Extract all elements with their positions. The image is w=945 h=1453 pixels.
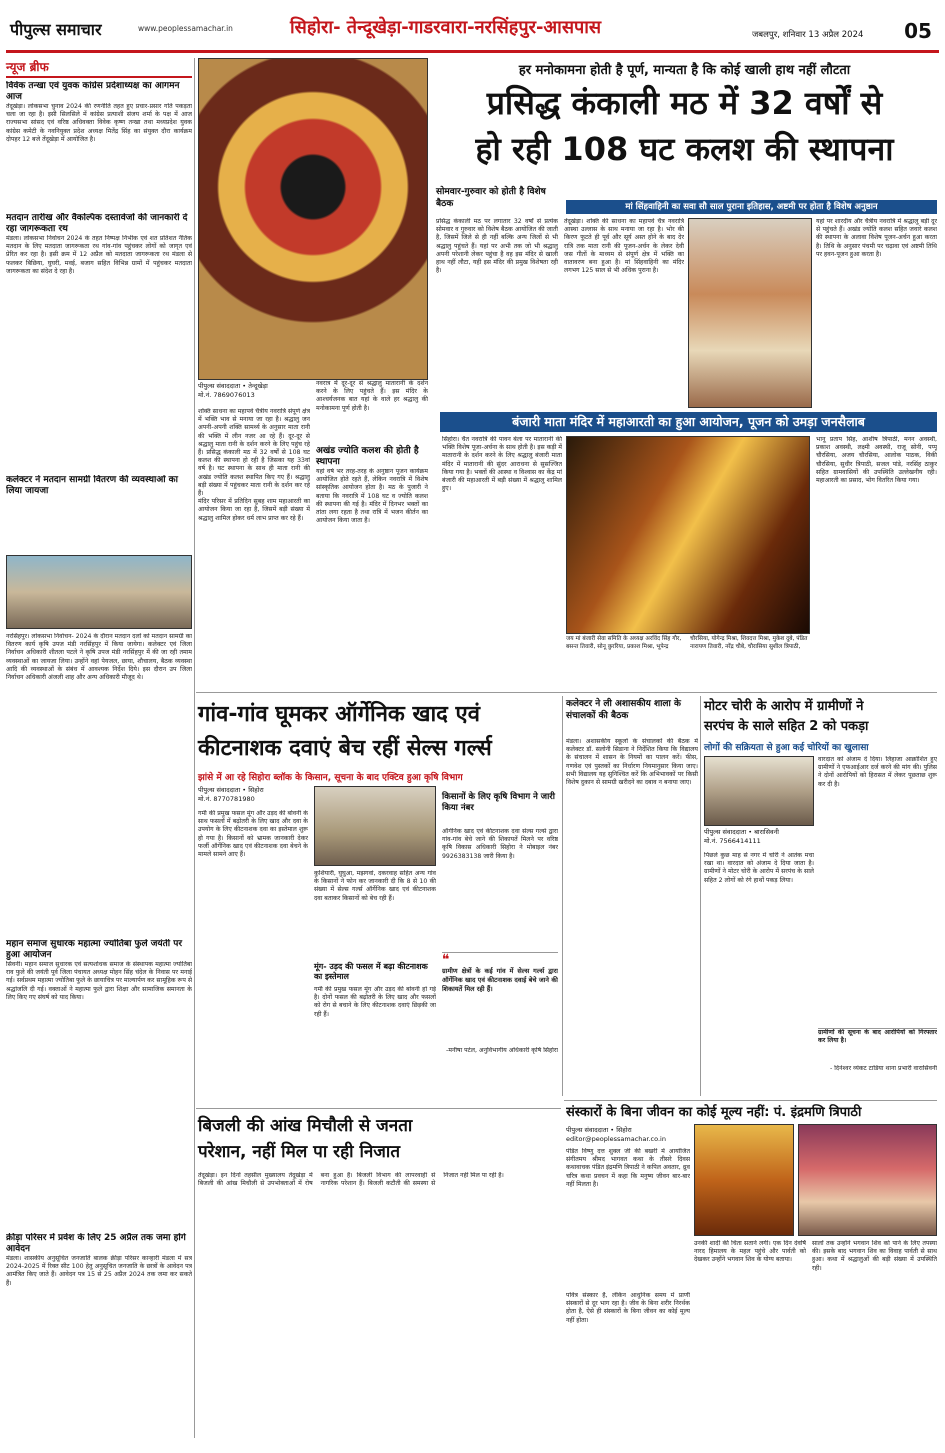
- sanskar-headline: संस्कारों के बिना जीवन का कोई मूल्य नहीं: पं. इंद्रमणि त्रिपाठी: [566, 1105, 862, 1120]
- motor-headline-line2: सरपंच के साले सहित 2 को पकड़ा: [704, 719, 869, 734]
- lead-paragraph: मंदिर परिसर में प्रतिदिन सुबह शाम महाआरती का आयोजन किया जा रहा है, जिसमें बड़ी संख्या में श्रद्धालु शामिल होकर धर्म लाभ प्राप्त कर रहे हैं।: [198, 498, 310, 522]
- credit-place: तेन्दूखेड़ा: [248, 382, 268, 390]
- sanskar-body-a: पंडित विष्णु दत्त शुक्ल जी की बखरी में आयोजित संगीतमय श्रीमद भागवत कथा के तीसरे दिवस कथावाचक पंडित इंद्रमणि त्रिपाठी ने कपिल अवतार, ध्रुव चरित्र कथा प्रवचन में कहा कि मनुष्य जीवन बार-बार नहीं मिलता है।: [566, 1148, 690, 1188]
- lead-subhead: सोमवार-गुरुवार को होती है विशेष बैठक: [436, 187, 546, 209]
- quote-icon: ❝: [442, 952, 450, 968]
- brief-item: [6, 1233, 192, 1453]
- section-rule: [564, 1100, 937, 1101]
- brief-headline: कलेक्टर ने मतदान सामग्री वितरण की व्यवस्थाओं का लिया जायजा: [6, 475, 178, 496]
- sinhvahini-temple-photo: [688, 218, 812, 408]
- brief-photo: [6, 555, 192, 629]
- temple-photo: [198, 58, 428, 380]
- organic-headline-line1: गांव-गांव घूमकर ऑर्गेनिक खाद एवं: [198, 702, 480, 727]
- akhand-jyoti-subhead: अखंड ज्योति कलश की होती है स्थापना: [316, 446, 419, 467]
- audience-photo: [798, 1124, 937, 1236]
- banjari-caption-b: चौरसिया, योगेन्द्र मिश्रा, शिवदत्त मिश्रा, मुकेश दुबे, पंडित नारायण तिवारी, नरेंद्र चौबे, चौरासिया सुशील त्रिपाठी,: [690, 636, 808, 650]
- site-url[interactable]: www.peoplessamachar.in: [138, 24, 233, 33]
- brief-item: [6, 81, 192, 209]
- credit-name: पीपुल्स संवाददाता: [198, 786, 241, 794]
- temple-photo-credit: पीपुल्स संवाददाता • तेन्दूखेड़ा मो.नं. 7869076013: [198, 382, 428, 400]
- brief-body: तेंदूखेड़ा। लोकसभा चुनाव 2024 की रणनीति तहत हुए प्रचार-प्रसार गति पकड़ता चला जा रहा है। इसी सिलसिले में कांग्रेस प्रत्याशी संजय शर्मा के पक्ष में आज राज्यसभा सांसद एवं वरिष्ठ अधिवक्ता विवेक कृष्ण तन्खा तथा मध्यप्रदेश युवक कांग्रेस कमेटी के नवनियुक्त प्रदेश अध्यक्ष मितेंद्र सिंह का संयुक्त दौरा कार्यक्रम दोपहर 12 बजे तेंदूखेड़ा में आयोजित है।: [6, 103, 192, 143]
- credit-place: सिहोरा: [248, 786, 264, 794]
- credit-email[interactable]: editor@peoplessamachar.co.in: [566, 1135, 666, 1143]
- brand-logo: पीपुल्स समाचार: [10, 20, 102, 39]
- lead-body-a: प्रसिद्ध कंकाली मठ पर लगातार 32 वर्षों से प्रत्येक सोमवार व गुरुवार को विशेष बैठक आयोजित की जाती है, जिसमें जिले से ही नहीं बल्कि अन्य जिलों से भी श्रद्धालु पहुंचते हैं। यहां पर अभी तक जो भी श्रद्धालु अपनी परेशानी लेकर पहुंचा है वह इस मंदिर से खाली हाथ नहीं लौटा, यही इस मंदिर की प्रमुख विशेषता रही है।: [436, 218, 558, 275]
- brief-headline: क्रीड़ा परिसर में प्रवेश के लिए 25 अप्रैल तक जमा होंगे आवेदन: [6, 1233, 186, 1254]
- column-rule: [194, 58, 195, 1438]
- organic-signoff: -मनीषा पटेल, अनुविभागीय अधिकारी कृषि सिहोरा: [446, 1047, 558, 1054]
- credit-name: पीपुल्स संवाददाता: [566, 1126, 609, 1134]
- bijli-body: तेंदूखेड़ा। इन दिनों तहसील मुख्यालय तेंदूखेड़ा में बिजली की आंख मिचौली से उपभोक्ताओं में रोष बना हुआ है। बिजली विभाग की लापरवाही से नागरिक परेशान हैं। बिजली कटौती की समस्या से निजात नहीं मिल पा रही है।: [198, 1172, 504, 1188]
- section-rule: [196, 1108, 561, 1109]
- lead-body-c: यहां पर शारदीय और चैत्रीय नवरात्रि में श्रद्धालु बड़ी दूर से पहुंचते हैं। अखंड ज्योति कलश सहित जवारे कलश की स्थापना के अलावा विशेष पूजन-अर्चन हुआ करता है। तिथि के अनुसार पंचमी पर चढ़ावा एवं अष्टमी तिथि पर हवन-पूजन हुआ करता है।: [816, 218, 937, 258]
- banjari-caption-a: जय मां बंजारी सेवा समिति के अध्यक्ष अरविंद सिंह गौर, बसन्त तिवारी, सोनू कुररिया, प्रकाश मिश्रा, भूपेन्द्र: [566, 636, 682, 650]
- dateline: जबलपुर, शनिवार 13 अप्रैल 2024: [752, 30, 864, 40]
- bijli-headline-line1: बिजली की आंख मिचौली से जनता: [198, 1116, 413, 1136]
- organic-helpline-head: किसानों के लिए कृषि विभाग ने जारी किया नंबर: [442, 792, 555, 813]
- news-brief-label: न्यूज ब्रीफ: [6, 58, 192, 78]
- credit-place: सिहोरा: [616, 1126, 632, 1134]
- lead-body-b: तेंदूखेड़ा। शक्ति की साधना का महापर्व चैत्र नवरात्रि आस्था उल्लास के साथ मनाया जा रहा है। भोर की किरण फूटते ही पूर्व और सूर्य अस्त होने के बाद देर रात्रि तक माता रानी की पूजन-अर्चन के लेकर देवी जस गीतों के माध्यम से संपूर्ण क्षेत्र में भक्ति का वातावरण बना हुआ है। मां सिंहवाहिनी का मंदिर लगभग 125 साल से भी अधिक पुराना है।: [564, 218, 684, 275]
- bijli-headline-line2: परेशान, नहीं मिल पा रही निजात: [198, 1142, 401, 1162]
- credit-place: बारासिवनी: [754, 828, 779, 836]
- page-number: 05: [904, 19, 932, 43]
- collector-headline: कलेक्टर ने ली अशासकीय शाला के संचालकों की बैठक: [566, 699, 681, 721]
- brief-body: नरसिंहपुर। लोकसभा निर्वाचन- 2024 के दौरान मतदान दलों को मतदान सामग्री का वितरण कार्य कृषि उपज मंडी नरसिंहपुर में किया जायेगा। कलेक्टर एवं जिला निर्वाचन अधिकारी शीतला पटले ने कृषि उपज मंडी नरसिंहपुर में की जा रही तमाम व्यवस्थाओं का जायजा लिया। उन्होंने वहां पेयजल, छाया, शौचालय, बैठक व्यवस्था आदि की व्यवस्थाओं के संबंध में आवश्यक निर्देश दिये। इस दौरान उप जिला निर्वाचन अधिकारी अंजली शाह और अन्य अधिकारी मौजूद थे।: [6, 633, 192, 682]
- lead-kicker: हर मनोकामना होती है पूर्ण, मान्यता है कि कोई खाली हाथ नहीं लौटता: [518, 63, 851, 78]
- banjari-aarti-photo: [566, 436, 810, 634]
- lead-headline-line1: प्रसिद्ध कंकाली मठ में 32 वर्षों से: [486, 84, 883, 122]
- section-title: सिहोरा- तेन्दूखेड़ा-गाडरवारा-नरसिंहपुर-आसपास: [290, 17, 602, 38]
- organic-credit: पीपुल्स संवाददाता • सिहोरा मो.नं. 8770781980: [198, 786, 308, 804]
- organic-quote-box: [442, 952, 558, 1102]
- brief-item: [6, 475, 192, 553]
- masthead: [6, 4, 939, 50]
- akhand-jyoti-section: [316, 446, 428, 688]
- brief-body: मंडला। लोकसभा निर्वाचन 2024 के तहत निष्पक्ष निर्भीक एवं शत प्रतिशत नैतिक मतदान के लिए मतदाता जागरूकता रथ गांव-गांव पहुंचकर लोगों को जागृत एवं प्रेरित कर रहा है। इसी क्रम में 12 अप्रैल को मतदाता जागरूकता रथ मंडला से फलकर बिछिया, घुघरी, मवई, बजाग सहित विभिन्न ग्रामों में पहुंचकर मतदाता जागरूकता का संदेश दे रहा है।: [6, 235, 192, 275]
- lead-paragraph: शक्ति साधना का महापर्व चैत्रीय नवरात्रि संपूर्ण क्षेत्र में भक्ति भाव से मनाया जा रहा है। श्रद्धालु जन अपनी-अपनी शक्ति सामर्थ्य के अनुसार माता रानी की भक्ति में लीन नजर आ रहे हैं। दूर-दूर से श्रद्धालु माता रानी के दर्शन करने के लिए पहुंच रहे हैं। प्रसिद्ध कंकाली मठ में 32 वर्षों से 108 घट कलश की स्थापना हो रही है जिसका यह 33वां वर्ष है। घट स्थापना के साथ ही माता रानी की अखंड ज्योति कलश स्थापित किए गए हैं। श्रद्धालु बड़ी संख्या में पहुंचकर माता रानी के दर्शन कर रहे हैं।: [198, 408, 310, 498]
- organic-body-b: कुशियारी, घुघुआ, मझगवां, दकरवाह सहित अन्य गांव के किसानों ने फोन कर जानकारी दी कि 8 से 10 की संख्या में सेल्स गर्ल्स ऑर्गेनिक खाद एवं कीटनाशक दवा बताकर किसानों को बेच रही हैं।: [314, 870, 436, 902]
- lead-story-body-col2: नवरात्र में दूर-दूर से श्रद्धालु मातारानी के दर्शन करने के लिए पहुंचते हैं। इस मंदिर के आश्चर्यजनक बात यहां के वाले हर श्रद्धालु की मनोकामना पूर्ण होती है।: [316, 380, 428, 412]
- organic-headline-line2: कीटनाशक दवाएं बेच रहीं सेल्स गर्ल्स: [198, 736, 492, 761]
- motor-subhead: लोगों की सक्रियता से हुआ कई चोरियों का खुलासा: [704, 743, 869, 753]
- organic-quote: ग्रामीण क्षेत्रों के कई गांव में सेल्स गर्ल्स द्वारा ऑर्गेनिक खाद एवं कीटनाशक दवाई बेचे जाने की शिकायतें मिल रही हैं।: [442, 967, 558, 993]
- brief-item: [6, 213, 192, 473]
- lead-headline-line2: हो रही 108 घट कलश की स्थापना: [475, 130, 894, 168]
- brief-headline: महान समाज सुधारक महात्मा ज्योतिबा फुले जयंती पर हुआ आयोजन: [6, 939, 182, 960]
- kathavachak-photo: [694, 1124, 794, 1236]
- masthead-rule: [6, 50, 939, 53]
- column-rule: [700, 696, 701, 1096]
- motor-body-a: पिछले कुछ माह से नगर में चोरी ने आतंक मचा रखा था। वारदात को अंजाम दे दिया जाता है। ग्रामीणों ने मोटर चोरी के आरोप में सरपंच के साले सहित 2 लोगों को रंगे हाथों पकड़ लिया।: [704, 852, 814, 884]
- motor-quote-box: [818, 1028, 937, 1096]
- motor-credit: पीपुल्स संवाददाता • बारासिवनी मो.नं. 7566414111: [704, 828, 814, 846]
- column-rule: [562, 696, 563, 1096]
- sanskar-credit: पीपुल्स संवाददाता • सिहोरा editor@peoplessamachar.co.in: [566, 1126, 690, 1144]
- motor-theft-photo: [704, 756, 814, 826]
- motor-quote: ग्रामीणों की सूचना के बाद आरोपियों को गिरफ्तार कर लिया है।: [818, 1029, 937, 1045]
- sanskar-body-c: उनकी शादी की चिंता सताने लगी। एक दिन देवर्षि नारद हिमालय के महल पहुंचे और पार्वती को देखकर उन्होंने भगवान शिव के योग्य बताया।: [694, 1240, 806, 1264]
- organic-subhead: झांसे में आ रहे सिहोरा ब्लॉक के किसान, सूचना के बाद एक्टिव हुआ कृषि विभाग: [198, 773, 463, 783]
- mung-subhead: मूंग- उड़द की फसल में बढ़ा कीटनाशक का इस्तेमाल: [314, 962, 428, 981]
- sanskar-body-b: पवित्र संस्कार है, लेकिन आधुनिक समय में प्राणी संस्कारों से दूर भाग रहा है। जीव के बिना शरीर निरर्थक होता है, ऐसे ही संस्कारों के बिना जीवन का कोई मूल्य नहीं होता।: [566, 1292, 690, 1324]
- banjari-body-a: सिहोरा। चैत नवरात्रि की पावन बेला पर मातारानी की भक्ति विशेष पूजा-अर्चना के साथ होती है। इस कड़ी में मातारानी के दर्शन करने के लिए श्रद्धालु बंजारी माता मंदिर में मातारानी की सुंदर आराधना से सुसज्जित किया गया है। भक्तों की आस्था व विश्वास का केंद्र मां बंजारी की महाआरती में बड़ी संख्या में श्रद्धालु शामिल हुए।: [442, 436, 562, 493]
- organic-helpline-body: ऑर्गेनिक खाद एवं कीटनाशक दवा सेल्स गर्ल्स द्वारा गांव-गांव बेचे जाने की शिकायतें मिलने पर वरिष्ठ कृषि विकास अधिकारी सिहोरा ने मोबाइल नंबर 9926383138 जारी किया है।: [442, 828, 558, 860]
- agri-office-photo: [314, 786, 436, 866]
- organic-body-a: गर्मी की प्रमुख फसल मूंग और उड़द की बोवनी के साथ फसलों में बढ़ोतरी के लिए खाद और दवा के उपयोग के लिए कीटनाशक दवा का इस्तेमाल शुरू हो गया है। किसानों को भ्रामक जानकारी देकर फर्जी ऑर्गेनिक खाद एवं कीटनाशक दवा बेचने के मामले सामने आए हैं।: [198, 810, 308, 859]
- brief-body: मंडला। शासकीय अनुसूचित जनजाति बालक क्रीड़ा परिसर कान्हारी मंडला में सत्र 2024-2025 में रिक्त सीट 100 हेतु अनुसूचित जनजाति के छात्रों के आवेदन पत्र आमंत्रित किए जाते हैं। आवेदन पत्र 15 से 25 अप्रैल 2024 तक जमा कर सकते हैं।: [6, 1255, 192, 1287]
- credit-phone: मो.नं. 8770781980: [198, 795, 255, 803]
- credit-phone: मो.नं. 7869076013: [198, 391, 255, 399]
- sanskar-body-d: सालों तक उन्होंने भगवान शिव को पाने के लिए तपस्या की। इसके बाद भगवान शिव का विवाह पार्वती से साथ हुआ। कथा में श्रद्धालुओं की बड़ी संख्या में उपस्थिति रही।: [812, 1240, 937, 1272]
- brief-item: [6, 939, 192, 1229]
- news-brief-column: [6, 58, 192, 1438]
- collector-body: मंडला। अशासकीय स्कूलों के संचालकों की बैठक में कलेक्टर डॉ. सलोनी सिडाना ने निर्देशित किया कि विद्यालय के संचालन में शासन के नियमों का पालन करें। फीस, गणवेश एवं पुस्तकों का निर्धारण नियमानुसार किया जाए। सभी विद्यालय यह सुनिश्चित करें कि अभिभावकों पर किसी विशेष दुकान से सामग्री खरीदने का दबाव न बनाया जाए।: [566, 738, 698, 787]
- motor-body-b: वारदात को अंजाम दे दिया। लिहाजा आक्रोशित हुए ग्रामीणों ने एफआईआर दर्ज करने की मांग की। पुलिस ने दोनों आरोपियों को हिरासत में लेकर पूछताछ शुरू कर दी है।: [818, 756, 937, 788]
- motor-headline-line1: मोटर चोरी के आरोप में ग्रामीणों ने: [704, 699, 864, 714]
- brief-body: सिवनी। महान समाज सुधारक एवं सत्यशोधक समाज के संस्थापक महात्मा ज्योतिबा राव फुले की जयंती पूर्व जिला पंचायत अध्यक्ष मोहन सिंह चंदेल के निवास पर मनाई गई। सर्वप्रथम महात्मा ज्योतिबा फुले के छायाचित्र पर माल्यार्पण कर सामूहिक रूप से श्रद्धांजलि दी गई। वक्ताओं ने महात्मा फुले द्वारा शिक्षा और सामाजिक समानता के लिए किए गए संघर्ष को याद किया।: [6, 961, 192, 1001]
- lead-story-body-col1: [198, 408, 310, 688]
- brief-headline: विवेक तन्खा एवं युवक कांग्रेस प्रदेशाध्यक्ष का आगमन आज: [6, 81, 180, 102]
- banjari-body-b: भानू प्रताप सिंह, आशीष त्रिपाठी, मनन अवस्थी, प्रकाश अवस्थी, लक्ष्मी अवस्थी, राजू सोनी, पप्पू चौरसिया, अजय चौरसिया, आलोक पाठक, विकी चौरसिया, सुधीर त्रिपाठी, सजल पांडे, नरसिंह ठाकुर सहित ग्रामवासियों की उपस्थिति उल्लेखनीय रही। महाआरती का प्रसाद, भोग वितरित किया गया।: [816, 436, 937, 485]
- lead-band: मां सिंहवाहिनी का सवा सौ साल पुराना इतिहास, अष्टमी पर होता है विशेष अनुष्ठान: [566, 200, 937, 214]
- section-rule: [196, 692, 937, 693]
- banjari-headline: बंजारी माता मंदिर में महाआरती का हुआ आयोजन, पूजन को उमड़ा जनसैलाब: [440, 412, 937, 432]
- credit-name: पीपुल्स संवाददाता: [198, 382, 241, 390]
- motor-signoff: - दिनेश्वर व्यंकट टाडिया थाना प्रभारी वारासिवनी: [830, 1065, 937, 1072]
- credit-name: पीपुल्स संवाददाता: [704, 828, 747, 836]
- brief-headline: मतदान तारीख और वैकल्पिक दस्तावेजों की जानकारी दे रहा जागरूकता रथ: [6, 213, 188, 234]
- credit-phone: मो.नं. 7566414111: [704, 837, 761, 845]
- organic-body-c: गर्मी की प्रमुख फसल मूंग और उड़द की बोवनी हो गई है। दोनों फसल की बढ़ोतरी के लिए खाद और फसलों को रोग से बचाने के लिए कीटनाशक दवाएं छिड़की जा रही हैं।: [314, 986, 436, 1018]
- akhand-jyoti-body: यहां वर्ष भर तरह-तरह के अनुष्ठान पूजन कार्यक्रम आयोजित होते रहते हैं, लेकिन नवरात्रि में विशेष सांस्कृतिक आयोजन होता है। मठ के पुजारी ने बताया कि नवरात्रि में 108 घट व ज्योति कलश की स्थापना की गई है। मंदिर में दिनभर भक्तों का तांता लगा रहता है तथा रात्रि में भजन कीर्तन का आयोजन किया जाता है।: [316, 468, 428, 525]
